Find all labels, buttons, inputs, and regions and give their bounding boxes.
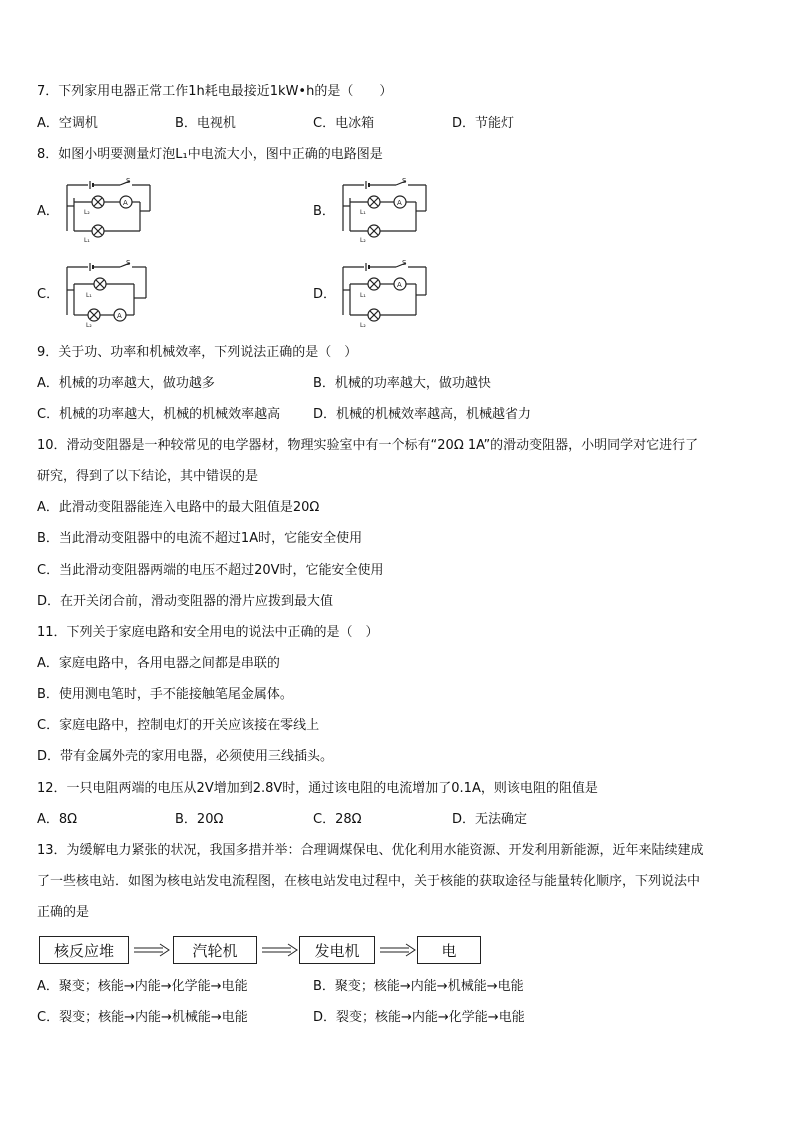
q9-option-d: D．机械的机械效率越高，机械越省力 xyxy=(313,407,532,422)
q7-option-d: D．节能灯 xyxy=(452,116,515,131)
lamp-label: L₂ xyxy=(86,322,92,328)
q8-circuit-c xyxy=(62,260,152,328)
q9-option-c: C．机械的功率越大，机械的机械效率越高 xyxy=(37,407,281,422)
flow-box-generator: 发电机 xyxy=(299,936,375,964)
q11-stem: 11．下列关于家庭电路和安全用电的说法中正确的是（ ） xyxy=(37,625,379,640)
q9-stem: 9．关于功、功率和机械效率，下列说法正确的是（ ） xyxy=(37,345,358,360)
q13-stem-line-1: 13．为缓解电力紧张的状况，我国多措并举：合理调煤保电、优化利用水能资源、开发利用新能源，近年来陆续建成 xyxy=(37,843,704,858)
switch-label: S xyxy=(126,260,131,267)
flow-arrow-icon xyxy=(133,943,171,957)
q10-stem-line-2: 研究，得到了以下结论，其中错误的是 xyxy=(37,469,259,484)
q12-option-a: A．8Ω xyxy=(37,812,78,827)
q10-option-d: D．在开关闭合前，滑动变阻器的滑片应拨到最大值 xyxy=(37,594,334,609)
q7-option-a: A．空调机 xyxy=(37,116,98,131)
q12-stem: 12．一只电阻两端的电压从2V增加到2.8V时，通过该电阻的电流增加了0.1A，则该电阻的阻值是 xyxy=(37,781,598,796)
ammeter-label: A xyxy=(397,281,402,289)
q8-circuit-d xyxy=(338,260,432,328)
q8-circuit-a xyxy=(62,178,156,244)
q9-option-a: A．机械的功率越大，做功越多 xyxy=(37,376,215,391)
q10-option-a: A．此滑动变阻器能连入电路中的最大阻值是20Ω xyxy=(37,500,320,515)
q13-option-a: A．聚变；核能→内能→化学能→电能 xyxy=(37,979,248,994)
lamp-label: L₁ xyxy=(86,292,92,299)
q10-option-b: B．当此滑动变阻器中的电流不超过1A时，它能安全使用 xyxy=(37,531,363,546)
q8-option-a-label: A． xyxy=(37,204,59,219)
q7-option-b: B．电视机 xyxy=(175,116,236,131)
q11-option-d: D．带有金属外壳的家用电器，必须使用三线插头。 xyxy=(37,749,334,764)
ammeter-label: A xyxy=(123,199,128,207)
q7-stem: 7．下列家用电器正常工作1h耗电最接近1kW•h的是（ ） xyxy=(37,84,393,99)
q12-option-d: D．无法确定 xyxy=(452,812,528,827)
q13-option-b: B．聚变；核能→内能→机械能→电能 xyxy=(313,979,524,994)
q8-option-c-label: C． xyxy=(37,287,60,302)
q12-option-c: C．28Ω xyxy=(313,812,362,827)
flow-arrow-icon xyxy=(261,943,299,957)
flow-box-electricity: 电 xyxy=(417,936,481,964)
lamp-label: L₁ xyxy=(84,237,90,244)
ammeter-label: A xyxy=(117,312,122,320)
q13-stem-line-2: 了一些核电站．如图为核电站发电流程图，在核电站发电过程中，关于核能的获取途径与能量转化顺序，下列说法中 xyxy=(37,874,701,889)
q13-option-c: C．裂变；核能→内能→机械能→电能 xyxy=(37,1010,248,1025)
q11-option-c: C．家庭电路中，控制电灯的开关应该接在零线上 xyxy=(37,718,320,733)
q9-option-b: B．机械的功率越大，做功越快 xyxy=(313,376,491,391)
q11-option-a: A．家庭电路中，各用电器之间都是串联的 xyxy=(37,656,280,671)
ammeter-label: A xyxy=(397,199,402,207)
q8-option-d-label: D． xyxy=(313,287,337,302)
q8-stem: 8．如图小明要测量灯泡L₁中电流大小，图中正确的电路图是 xyxy=(37,147,383,162)
q11-option-b: B．使用测电笔时，手不能接触笔尾金属体。 xyxy=(37,687,293,702)
q8-option-b-label: B． xyxy=(313,204,335,219)
switch-label: S xyxy=(126,178,131,185)
flow-box-turbine: 汽轮机 xyxy=(173,936,257,964)
lamp-label: L₂ xyxy=(360,322,366,328)
q13-option-d: D．裂变；核能→内能→化学能→电能 xyxy=(313,1010,525,1025)
switch-label: S xyxy=(402,178,407,185)
lamp-label: L₁ xyxy=(360,292,366,299)
q7-option-c: C．电冰箱 xyxy=(313,116,375,131)
lamp-label: L₂ xyxy=(84,209,90,216)
q10-option-c: C．当此滑动变阻器两端的电压不超过20V时，它能安全使用 xyxy=(37,563,384,578)
lamp-label: L₁ xyxy=(360,209,366,216)
q8-circuit-b xyxy=(338,178,432,244)
flow-box-reactor: 核反应堆 xyxy=(39,936,129,964)
lamp-label: L₂ xyxy=(360,237,366,244)
q13-stem-line-3: 正确的是 xyxy=(37,905,90,920)
q10-stem-line-1: 10．滑动变阻器是一种较常见的电学器材，物理实验室中有一个标有“20Ω 1A”的滑动变阻器，小明同学对它进行了 xyxy=(37,438,699,453)
switch-label: S xyxy=(402,260,407,267)
flow-arrow-icon xyxy=(379,943,417,957)
q12-option-b: B．20Ω xyxy=(175,812,224,827)
